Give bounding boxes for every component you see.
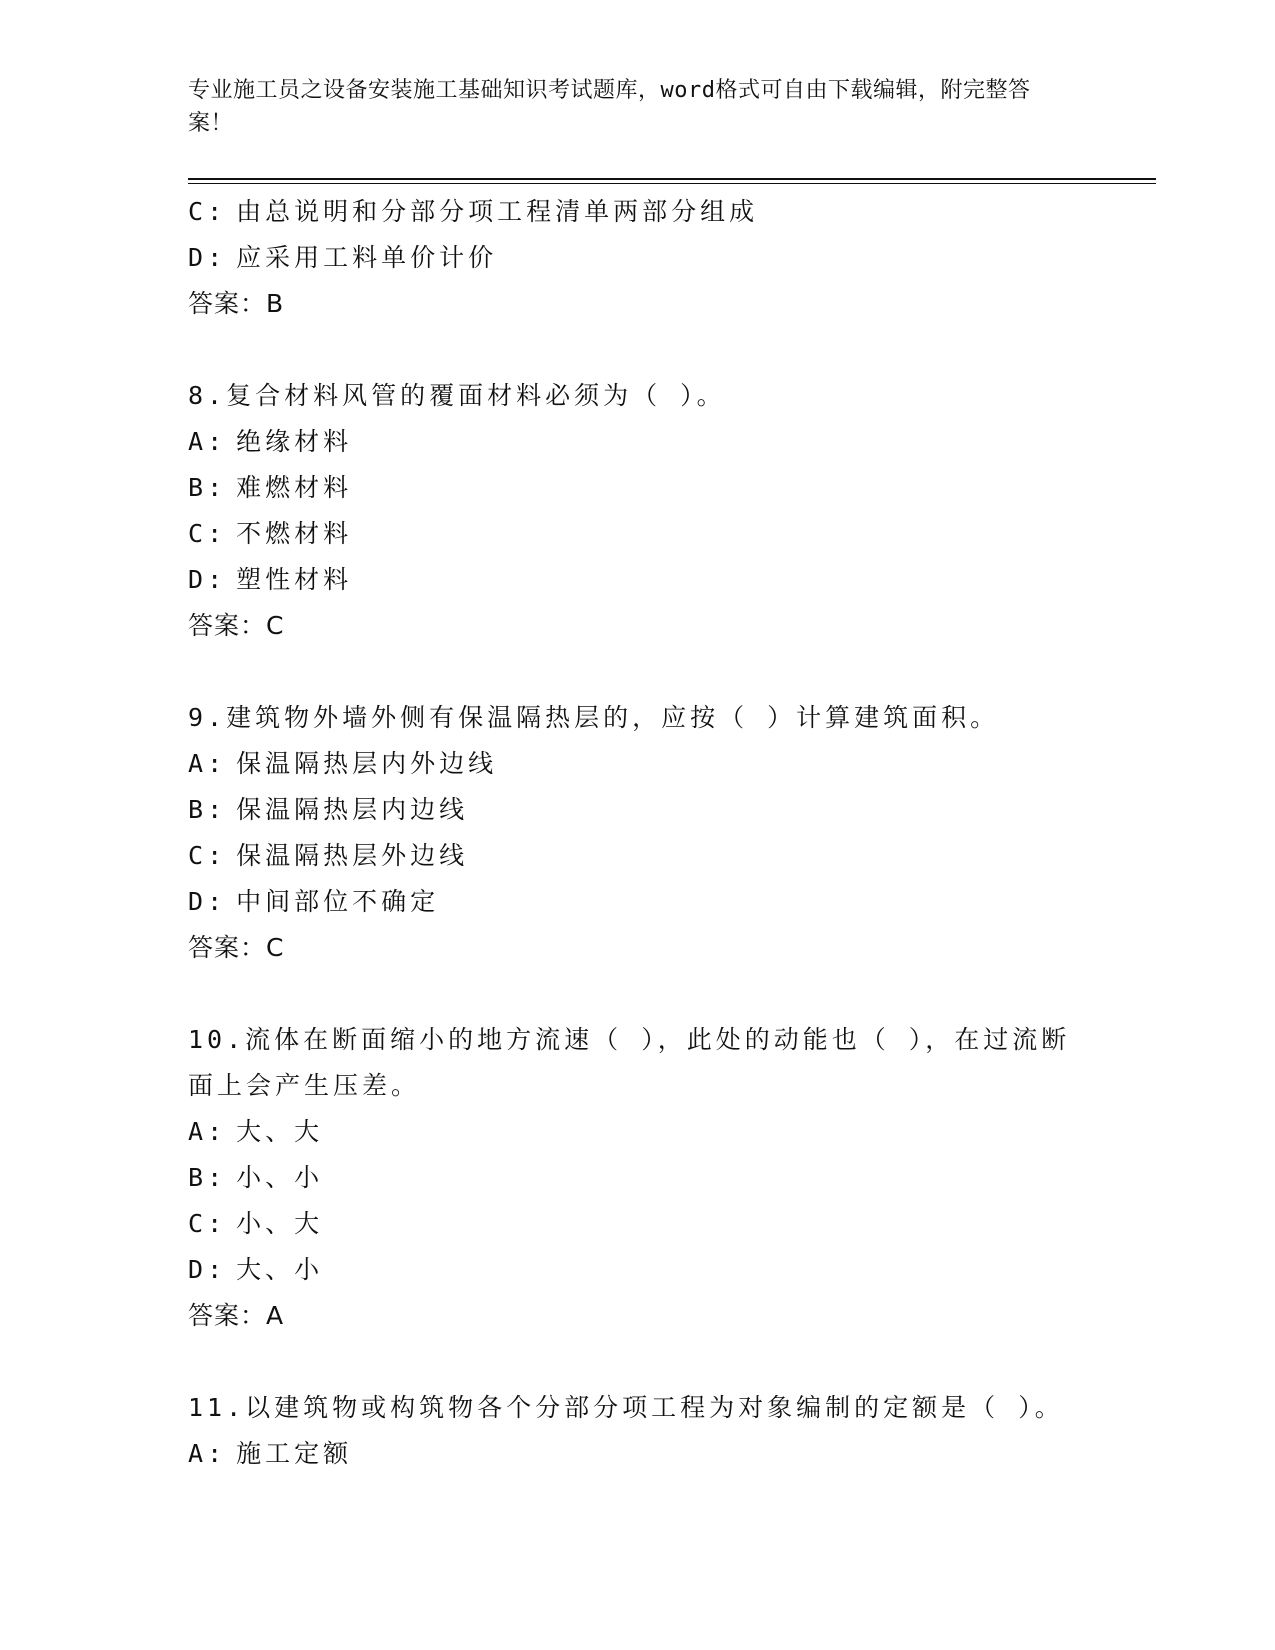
option-line xyxy=(188,741,1088,787)
option-separator: : xyxy=(207,1209,227,1238)
answer-line xyxy=(188,281,1088,327)
document-header: 专业施工员之设备安装施工基础知识考试题库，word格式可自由下载编辑，附完整答案！ xyxy=(188,78,1031,136)
option-line xyxy=(188,557,1088,603)
answer-value: A xyxy=(266,1301,285,1330)
option-separator: : xyxy=(207,1163,227,1192)
spacer xyxy=(188,327,1088,373)
option-key: C xyxy=(188,519,208,548)
answer-line xyxy=(188,1293,1088,1339)
question-content xyxy=(188,189,1088,1477)
question-stem: 9.建筑物外墙外侧有保温隔热层的，应按（ ）计算建筑面积。 xyxy=(188,703,1000,732)
option-separator: : xyxy=(207,519,227,548)
option-separator: : xyxy=(207,197,227,226)
option-separator: : xyxy=(207,1439,227,1468)
option-key: C xyxy=(188,197,208,226)
option-text: 保温隔热层外边线 xyxy=(236,841,469,870)
option-text: 保温隔热层内外边线 xyxy=(236,749,498,778)
option-line xyxy=(188,235,1088,281)
option-line xyxy=(188,1155,1088,1201)
spacer xyxy=(188,971,1088,1017)
option-key: D xyxy=(188,887,208,916)
option-key: D xyxy=(188,1255,208,1284)
option-key: A xyxy=(188,1439,208,1468)
option-key: D xyxy=(188,243,208,272)
option-key: A xyxy=(188,749,208,778)
option-separator: : xyxy=(207,1117,227,1146)
answer-value: B xyxy=(266,289,285,318)
option-text: 保温隔热层内边线 xyxy=(236,795,469,824)
question-stem: 11.以建筑物或构筑物各个分部分项工程为对象编制的定额是（ ）。 xyxy=(188,1393,1064,1422)
answer-label: 答案： xyxy=(188,289,267,318)
answer-line xyxy=(188,603,1088,649)
option-key: C xyxy=(188,841,208,870)
option-text: 施工定额 xyxy=(236,1439,353,1468)
option-line xyxy=(188,879,1088,925)
option-separator: : xyxy=(207,1255,227,1284)
option-key: B xyxy=(188,473,208,502)
option-line xyxy=(188,465,1088,511)
option-text: 小、大 xyxy=(236,1209,324,1238)
answer-value: C xyxy=(266,611,285,640)
question-stem: 8.复合材料风管的覆面材料必须为（ ）。 xyxy=(188,381,726,410)
option-text: 不燃材料 xyxy=(236,519,353,548)
option-separator: : xyxy=(207,795,227,824)
option-text: 大、小 xyxy=(236,1255,324,1284)
answer-label: 答案： xyxy=(188,611,267,640)
option-line xyxy=(188,189,1088,235)
option-separator: : xyxy=(207,887,227,916)
option-key: A xyxy=(188,1117,208,1146)
option-text: 应采用工料单价计价 xyxy=(236,243,498,272)
option-line xyxy=(188,1201,1088,1247)
option-key: D xyxy=(188,565,208,594)
option-separator: : xyxy=(207,473,227,502)
option-line xyxy=(188,787,1088,833)
option-separator: : xyxy=(207,841,227,870)
option-separator: : xyxy=(207,427,227,456)
option-text: 大、大 xyxy=(236,1117,324,1146)
option-line xyxy=(188,511,1088,557)
option-key: B xyxy=(188,795,208,824)
option-text: 中间部位不确定 xyxy=(236,887,440,916)
option-text: 难燃材料 xyxy=(236,473,353,502)
option-text: 塑性材料 xyxy=(236,565,353,594)
answer-label: 答案： xyxy=(188,933,267,962)
spacer xyxy=(188,649,1088,695)
option-text: 由总说明和分部分项工程清单两部分组成 xyxy=(236,197,759,226)
option-line xyxy=(188,1431,1088,1477)
option-key: C xyxy=(188,1209,208,1238)
option-separator: : xyxy=(207,565,227,594)
option-line xyxy=(188,1247,1088,1293)
header-rule-thick xyxy=(188,178,1156,180)
option-separator: : xyxy=(207,243,227,272)
option-key: B xyxy=(188,1163,208,1192)
option-separator: : xyxy=(207,749,227,778)
option-line xyxy=(188,1109,1088,1155)
spacer xyxy=(188,1339,1088,1385)
option-text: 绝缘材料 xyxy=(236,427,353,456)
option-text: 小、小 xyxy=(236,1163,324,1192)
option-line xyxy=(188,419,1088,465)
option-key: A xyxy=(188,427,208,456)
header-rule-thin xyxy=(188,183,1156,184)
answer-label: 答案： xyxy=(188,1301,267,1330)
answer-value: C xyxy=(266,933,285,962)
option-line xyxy=(188,833,1088,879)
question-stem: 10.流体在断面缩小的地方流速（ ），此处的动能也（ ），在过流断面上会产生压差。 xyxy=(188,1025,1071,1100)
answer-line xyxy=(188,925,1088,971)
